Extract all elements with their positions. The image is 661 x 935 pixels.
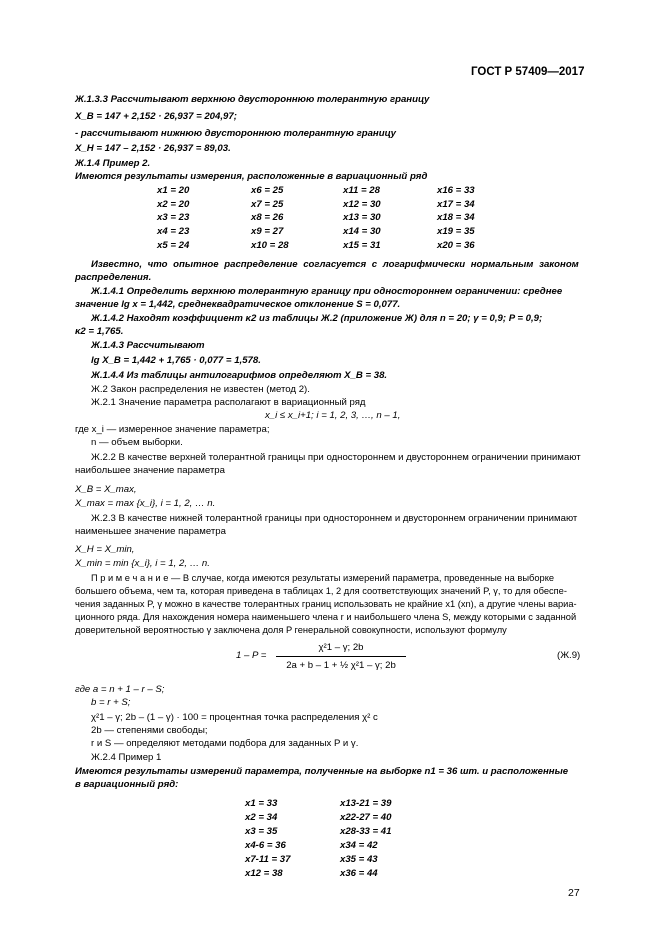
known-distribution-line1: Известно, что опытное распределение согласуется с логарифмически нормальным законом <box>91 259 579 270</box>
section-zh2: Ж.2 Закон распределения не известен (метод 2). <box>91 384 310 395</box>
lower-bound-intro: - рассчитывают нижнюю двустороннюю толерантную границу <box>75 128 396 139</box>
grid-cell: x7 = 25 <box>251 199 284 210</box>
variation-series: x_i ≤ x_i+1; i = 1, 2, 3, …, n – 1, <box>265 410 401 421</box>
formula-lhs: 1 – P = <box>236 650 267 661</box>
grid-cell: x22-27 = 40 <box>340 812 392 823</box>
grid-cell: x4-6 = 36 <box>245 840 286 851</box>
grid-cell: x9 = 27 <box>251 226 284 237</box>
grid-cell: x8 = 26 <box>251 212 284 223</box>
lgxb-calc: lg X_B = 1,442 + 1,765 · 0,077 = 1,578. <box>91 355 261 366</box>
note-line3: чения заданных P, γ можно в качестве толерантных границ использовать не крайние x1 (xn), а другие члены вариа- <box>75 599 577 609</box>
grid-cell: x13-21 = 39 <box>340 798 392 809</box>
xh-equals-xmin: X_H = X_min, <box>75 544 135 555</box>
section-zh143: Ж.1.4.3 Рассчитывают <box>91 340 205 351</box>
section-zh144: Ж.1.4.4 Из таблицы антилогарифмов определяют X_B = 38. <box>91 370 388 381</box>
section-zh23-line2: наименьшее значение параметра <box>75 526 226 537</box>
section-zh22-line1: Ж.2.2 В качестве верхней толерантной границы при одностороннем и двустороннем ограничении принимают <box>91 452 581 463</box>
grid-cell: x20 = 36 <box>437 240 475 251</box>
xb-calc: X_B = 147 + 2,152 · 26,937 = 204,97; <box>75 111 237 122</box>
section-zh142-line1: Ж.1.4.2 Находят коэффициент κ2 из таблицы Ж.2 (приложение Ж) для n = 20; γ = 0,9; P = 0,9; <box>91 313 543 324</box>
section-zh133: Ж.1.3.3 Рассчитывают верхнюю двустороннюю толерантную границу <box>75 94 430 105</box>
grid-cell: x35 = 43 <box>340 854 378 865</box>
note-line1: П р и м е ч а н и е — В случае, когда имеются результаты измерений параметра, проведенные на выборке <box>91 573 555 583</box>
where-xi: где x_i — измеренное значение параметра; <box>75 424 270 435</box>
grid-cell: x4 = 23 <box>157 226 190 237</box>
where-b: b = r + S; <box>91 697 131 708</box>
grid-cell: x1 = 20 <box>157 185 190 196</box>
where-a: где a = n + 1 – r – S; <box>75 684 165 695</box>
grid-cell: x2 = 34 <box>245 812 278 823</box>
grid-cell: x13 = 30 <box>343 212 381 223</box>
grid-cell: x14 = 30 <box>343 226 381 237</box>
grid-cell: x12 = 30 <box>343 199 381 210</box>
formula-fraction-bar <box>276 656 406 657</box>
grid-cell: x7-11 = 37 <box>245 854 291 865</box>
grid-cell: x17 = 34 <box>437 199 475 210</box>
document-header: ГОСТ Р 57409—2017 <box>471 66 585 78</box>
section-zh21: Ж.2.1 Значение параметра располагают в вариационный ряд <box>91 397 366 408</box>
example2-intro: Имеются результаты измерения, расположенные в вариационный ряд <box>75 171 428 182</box>
page-number: 27 <box>568 887 580 899</box>
where-chi: χ²1 – γ; 2b – (1 – γ) · 100 = процентная точка распределения χ² с <box>91 712 378 723</box>
grid-cell: x34 = 42 <box>340 840 378 851</box>
grid-cell: x12 = 38 <box>245 868 283 879</box>
section-zh24-text2: в вариационный ряд: <box>75 779 179 790</box>
xh-calc: X_H = 147 – 2,152 · 26,937 = 89,03. <box>75 143 231 154</box>
grid-cell: x28-33 = 41 <box>340 826 392 837</box>
grid-cell: x3 = 23 <box>157 212 190 223</box>
section-zh24-text1: Имеются результаты измерений параметра, полученные на выборке n1 = 36 шт. и расположенные <box>75 766 569 777</box>
note-line5: доверительной вероятностью γ заключена доля P генеральной совокупности, используют формулу <box>75 625 507 635</box>
grid-cell: x2 = 20 <box>157 199 190 210</box>
grid-cell: x5 = 24 <box>157 240 190 251</box>
grid-cell: x36 = 44 <box>340 868 378 879</box>
where-n: n — объем выборки. <box>91 437 183 448</box>
section-zh142-line2: κ2 = 1,765. <box>75 326 124 337</box>
section-zh22-line2: наибольшее значение параметра <box>75 465 225 476</box>
xmin-definition: X_min = min {x_i}, i = 1, 2, … n. <box>75 558 210 569</box>
formula-tag: (Ж.9) <box>557 650 581 661</box>
grid-cell: x19 = 35 <box>437 226 475 237</box>
section-zh141-line1: Ж.1.4.1 Определить верхнюю толерантную границу при одностороннем ограничении: среднее <box>91 286 563 297</box>
section-zh23-line1: Ж.2.3 В качестве нижней толерантной границы при одностороннем и двустороннем ограничении принимают <box>91 513 578 524</box>
grid-cell: x3 = 35 <box>245 826 278 837</box>
note-line4: ционного ряда. Для нахождения номера наименьшего члена r и наибольшего члена S, между которыми с заданной <box>75 612 577 622</box>
where-r-s: r и S — определяют методами подбора для заданных P и γ. <box>91 738 359 749</box>
formula-numerator: χ²1 – γ; 2b <box>318 642 364 653</box>
section-zh141-line2: значение lg x = 1,442, среднеквадратическое отклонение S = 0,077. <box>75 299 401 310</box>
where-2b: 2b — степенями свободы; <box>91 725 208 736</box>
section-zh24-number: Ж.2.4 Пример 1 <box>91 752 162 763</box>
formula-denominator: 2a + b – 1 + ½ χ²1 – γ; 2b <box>286 660 396 671</box>
grid-cell: x6 = 25 <box>251 185 284 196</box>
known-distribution-line2: распределения. <box>75 272 152 283</box>
grid-cell: x16 = 33 <box>437 185 475 196</box>
grid-cell: x18 = 34 <box>437 212 475 223</box>
grid-cell: x15 = 31 <box>343 240 381 251</box>
grid-cell: x10 = 28 <box>251 240 289 251</box>
grid-cell: x1 = 33 <box>245 798 278 809</box>
section-zh14: Ж.1.4 Пример 2. <box>75 158 151 169</box>
grid-cell: x11 = 28 <box>343 185 380 196</box>
xmax-definition: X_max = max {x_i}, i = 1, 2, … n. <box>75 498 216 509</box>
note-line2: большего объема, чем та, которая приведена в таблицах 1, 2 для соответствующих значений P, γ, то для обеспе- <box>75 586 567 596</box>
xb-equals-xmax: X_B = X_max, <box>75 484 137 495</box>
